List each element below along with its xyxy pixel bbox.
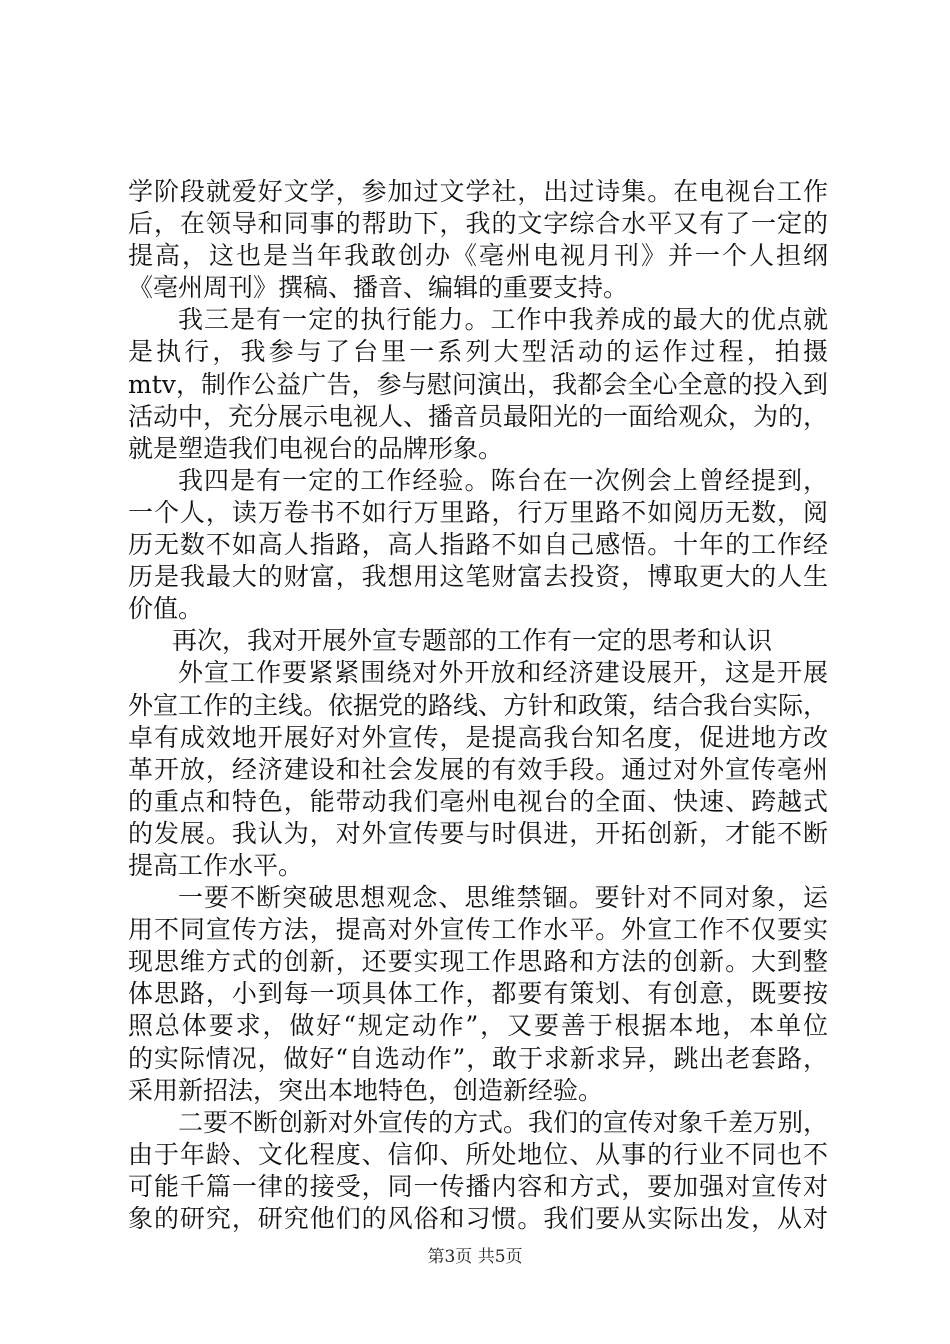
text-line: 一个人，读万卷书不如行万里路，行万里路不如阅历无数，阅 <box>128 497 828 527</box>
text-line: 外宣工作要紧紧围绕对外开放和经济建设展开，这是开展 <box>178 658 828 688</box>
text-line: 提高，这也是当年我敢创办《亳州电视月刊》并一个人担纲 <box>128 241 828 271</box>
text-line: 历无数不如高人指路，高人指路不如自己感悟。十年的工作经 <box>128 530 828 560</box>
text-line: 现思维方式的创新，还要实现工作思路和方法的创新。大到整 <box>128 947 828 977</box>
text-line: 是执行，我参与了台里一系列大型活动的运作过程，拍摄 <box>128 337 828 367</box>
text-line: 历是我最大的财富，我想用这笔财富去投资，博取更大的人生 <box>128 562 828 592</box>
page-footer: 第3页 共5页 <box>427 1247 523 1267</box>
paragraph <box>128 625 828 657</box>
text-line: 再次，我对开展外宣专题部的工作有一定的思考和认识 <box>172 626 773 656</box>
paragraph <box>128 657 828 882</box>
text-line: 就是塑造我们电视台的品牌形象。 <box>128 433 504 463</box>
text-line: 我三是有一定的执行能力。工作中我养成的最大的优点就 <box>178 305 828 335</box>
text-line: 的实际情况，做好“自选动作”，敢于求新求异，跳出老套路， <box>128 1043 828 1073</box>
text-line: mtv，制作公益广告，参与慰问演出，我都会全心全意的投入到 <box>128 369 828 399</box>
text-line: 革开放，经济建设和社会发展的有效手段。通过对外宣传亳州 <box>128 754 828 784</box>
text-line: 体思路，小到每一项具体工作，都要有策划、有创意，既要按 <box>128 979 828 1009</box>
text-line: 采用新招法，突出本地特色，创造新经验。 <box>128 1075 604 1105</box>
text-line: 的发展。我认为，对外宣传要与时俱进，开拓创新，才能不断 <box>128 818 828 848</box>
text-line: 象的研究，研究他们的风俗和习惯。我们要从实际出发，从对 <box>128 1204 828 1233</box>
text-line: 的重点和特色，能带动我们亳州电视台的全面、快速、跨越式 <box>128 786 828 816</box>
text-line: 用不同宣传方法，提高对外宣传工作水平。外宣工作不仅要实 <box>128 915 828 945</box>
paragraph <box>128 465 828 625</box>
paragraph <box>128 304 828 464</box>
text-line: 活动中，充分展示电视人、播音员最阳光的一面给观众，为的， <box>128 401 829 431</box>
text-line: 可能千篇一律的接受，同一传播内容和方式，要加强对宣传对 <box>128 1171 828 1201</box>
text-line: 我四是有一定的工作经验。陈台在一次例会上曾经提到， <box>178 465 828 495</box>
text-line: 《亳州周刊》撰稿、播音、编辑的重要支持。 <box>128 273 629 303</box>
text-line: 一要不断突破思想观念、思维禁锢。要针对不同对象，运 <box>178 883 828 913</box>
paragraph <box>128 882 828 1107</box>
paragraph <box>128 176 828 304</box>
text-line: 二要不断创新对外宣传的方式。我们的宣传对象千差万别， <box>178 1107 829 1137</box>
text-line: 卓有成效地开展好对外宣传，是提高我台知名度，促进地方改 <box>128 722 828 752</box>
text-line: 后，在领导和同事的帮助下，我的文字综合水平又有了一定的 <box>128 209 828 239</box>
text-line: 外宣工作的主线。依据党的路线、方针和政策，结合我台实际， <box>128 690 829 720</box>
text-line: 照总体要求，做好“规定动作”，又要善于根据本地，本单位 <box>128 1011 828 1041</box>
text-line: 学阶段就爱好文学，参加过文学社，出过诗集。在电视台工作 <box>128 177 828 206</box>
paragraph <box>128 1107 828 1235</box>
document-body <box>128 176 828 1235</box>
text-line: 提高工作水平。 <box>128 850 304 880</box>
text-line: 由于年龄、文化程度、信仰、所处地位、从事的行业不同也不 <box>128 1139 828 1169</box>
text-line: 价值。 <box>128 594 204 624</box>
